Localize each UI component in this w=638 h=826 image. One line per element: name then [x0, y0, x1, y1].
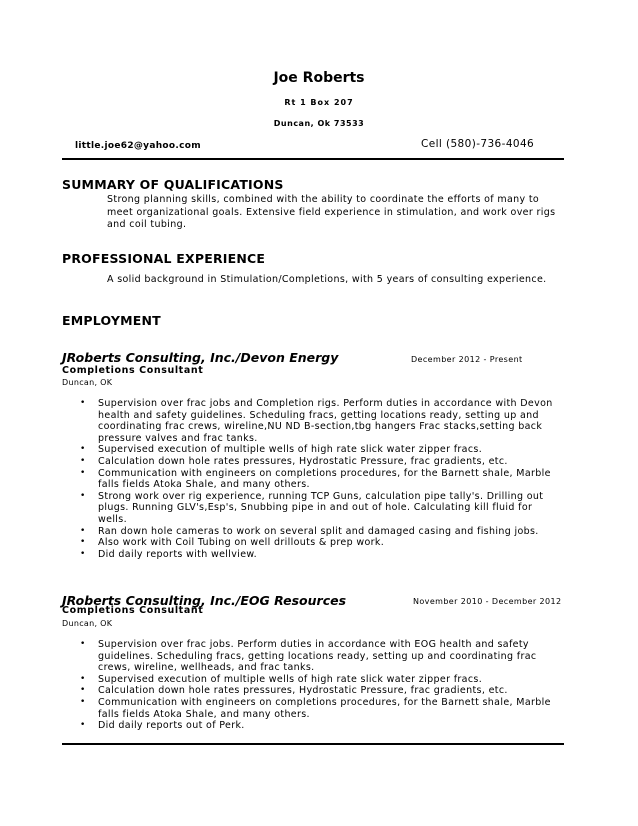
bullet-text: Communication with engineers on completions procedures, for the Barnett shale, Marble falls fields Atoka Shale, and many others.: [98, 696, 551, 720]
candidate-name: Joe Roberts: [273, 70, 365, 86]
summary-heading: SUMMARY OF QUALIFICATIONS: [62, 177, 284, 192]
bullet-text: Calculation down hole rates pressures, Hydrostatic Pressure, frac gradients, etc.: [98, 685, 508, 697]
list-item: [80, 398, 560, 444]
experience-text: A solid background in Stimulation/Completions, with 5 years of consulting experience.: [107, 274, 547, 285]
summary-text: Strong planning skills, combined with the ability to coordinate the efforts of many to meet organizational goals. Extensive field experience in stimulation, and work over rigs and coil tubing.: [107, 194, 556, 230]
job-role: Completions Consultant: [62, 605, 204, 616]
list-item: [80, 720, 560, 732]
list-item: [80, 455, 560, 468]
bullet-text: Strong work over rig experience, running TCP Guns, calculation pipe tally's. Drilling out plugs. Running GLV's,Esp's, Snubbing pipe in and out of hole. Calculating kill fluid for wells.: [98, 490, 544, 525]
bullet-icon: •: [80, 548, 86, 559]
job-bullet-list: [80, 639, 560, 732]
list-item: [80, 685, 560, 697]
bullet-text: Supervised execution of multiple wells of high rate slick water zipper fracs.: [98, 673, 483, 685]
bullet-text: Communication with engineers on completions procedures, for the Barnett shale, Marble falls fields Atoka Shale, and many others.: [98, 467, 551, 491]
bullet-text: Calculation down hole rates pressures, Hydrostatic Pressure, frac gradients, etc.: [98, 455, 508, 467]
list-item: [80, 548, 560, 561]
footer-divider: [62, 743, 564, 745]
job-dates: December 2012 - Present: [411, 355, 523, 364]
list-item: [80, 444, 560, 456]
bullet-text: Also work with Coil Tubing on well drillouts & prep work.: [98, 537, 385, 549]
list-item: [80, 525, 560, 538]
job-location: Duncan, OK: [62, 378, 113, 387]
bullet-icon: •: [80, 444, 86, 455]
address-line-2: Duncan, Ok 73533: [273, 119, 365, 128]
list-item: [80, 467, 560, 491]
job-role: Completions Consultant: [62, 365, 204, 376]
bullet-text: Did daily reports out of Perk.: [98, 720, 245, 732]
bullet-icon: •: [80, 720, 86, 731]
bullet-icon: •: [80, 685, 86, 696]
address-line-1: Rt 1 Box 207: [284, 98, 354, 107]
bullet-icon: •: [80, 490, 86, 501]
bullet-text: Ran down hole cameras to work on several split and damaged casing and fishing jobs.: [98, 525, 539, 537]
list-item: [80, 537, 560, 549]
bullet-icon: •: [80, 467, 86, 478]
bullet-icon: •: [80, 639, 86, 649]
bullet-text: Supervision over frac jobs. Perform duties in accordance with EOG health and safety guidelines. Scheduling fracs, getting locations ready, setting up and coordinating frac crews, wireline, wellheads, and frac tanks.: [98, 639, 537, 674]
bullet-icon: •: [80, 525, 86, 536]
email-address: little.joe62@yahoo.com: [75, 141, 201, 151]
bullet-icon: •: [80, 537, 86, 548]
job-title: JRoberts Consulting, Inc./EOG Resources: [62, 593, 347, 608]
bullet-icon: •: [80, 673, 86, 684]
list-item: [80, 490, 560, 526]
employment-heading: EMPLOYMENT: [62, 313, 161, 328]
header-divider: [62, 158, 564, 160]
bullet-icon: •: [80, 696, 86, 707]
bullet-text: Supervised execution of multiple wells of high rate slick water zipper fracs.: [98, 444, 483, 456]
list-item: [80, 696, 560, 720]
bullet-text: Did daily reports with wellview.: [98, 548, 258, 560]
job-dates: November 2010 - December 2012: [413, 597, 562, 606]
bullet-icon: •: [80, 455, 86, 466]
job-title: JRoberts Consulting, Inc./Devon Energy: [62, 350, 339, 365]
phone-number: Cell (580)-736-4046: [421, 138, 535, 150]
experience-heading: PROFESSIONAL EXPERIENCE: [62, 251, 266, 266]
job-bullet-list: [80, 398, 560, 560]
list-item: [80, 673, 560, 686]
bullet-text: Supervision over frac jobs and Completion rigs. Perform duties in accordance with Devon health and safety guidelines. Scheduling fracs, getting locations ready, setting up and coordinating frac crews, wireline,NU ND B-section,tbg hangers Frac stacks,setting back pressure valves and frac tanks.: [98, 398, 553, 444]
list-item: [80, 639, 560, 674]
job-location: Duncan, OK: [62, 619, 113, 628]
bullet-icon: •: [80, 398, 86, 408]
